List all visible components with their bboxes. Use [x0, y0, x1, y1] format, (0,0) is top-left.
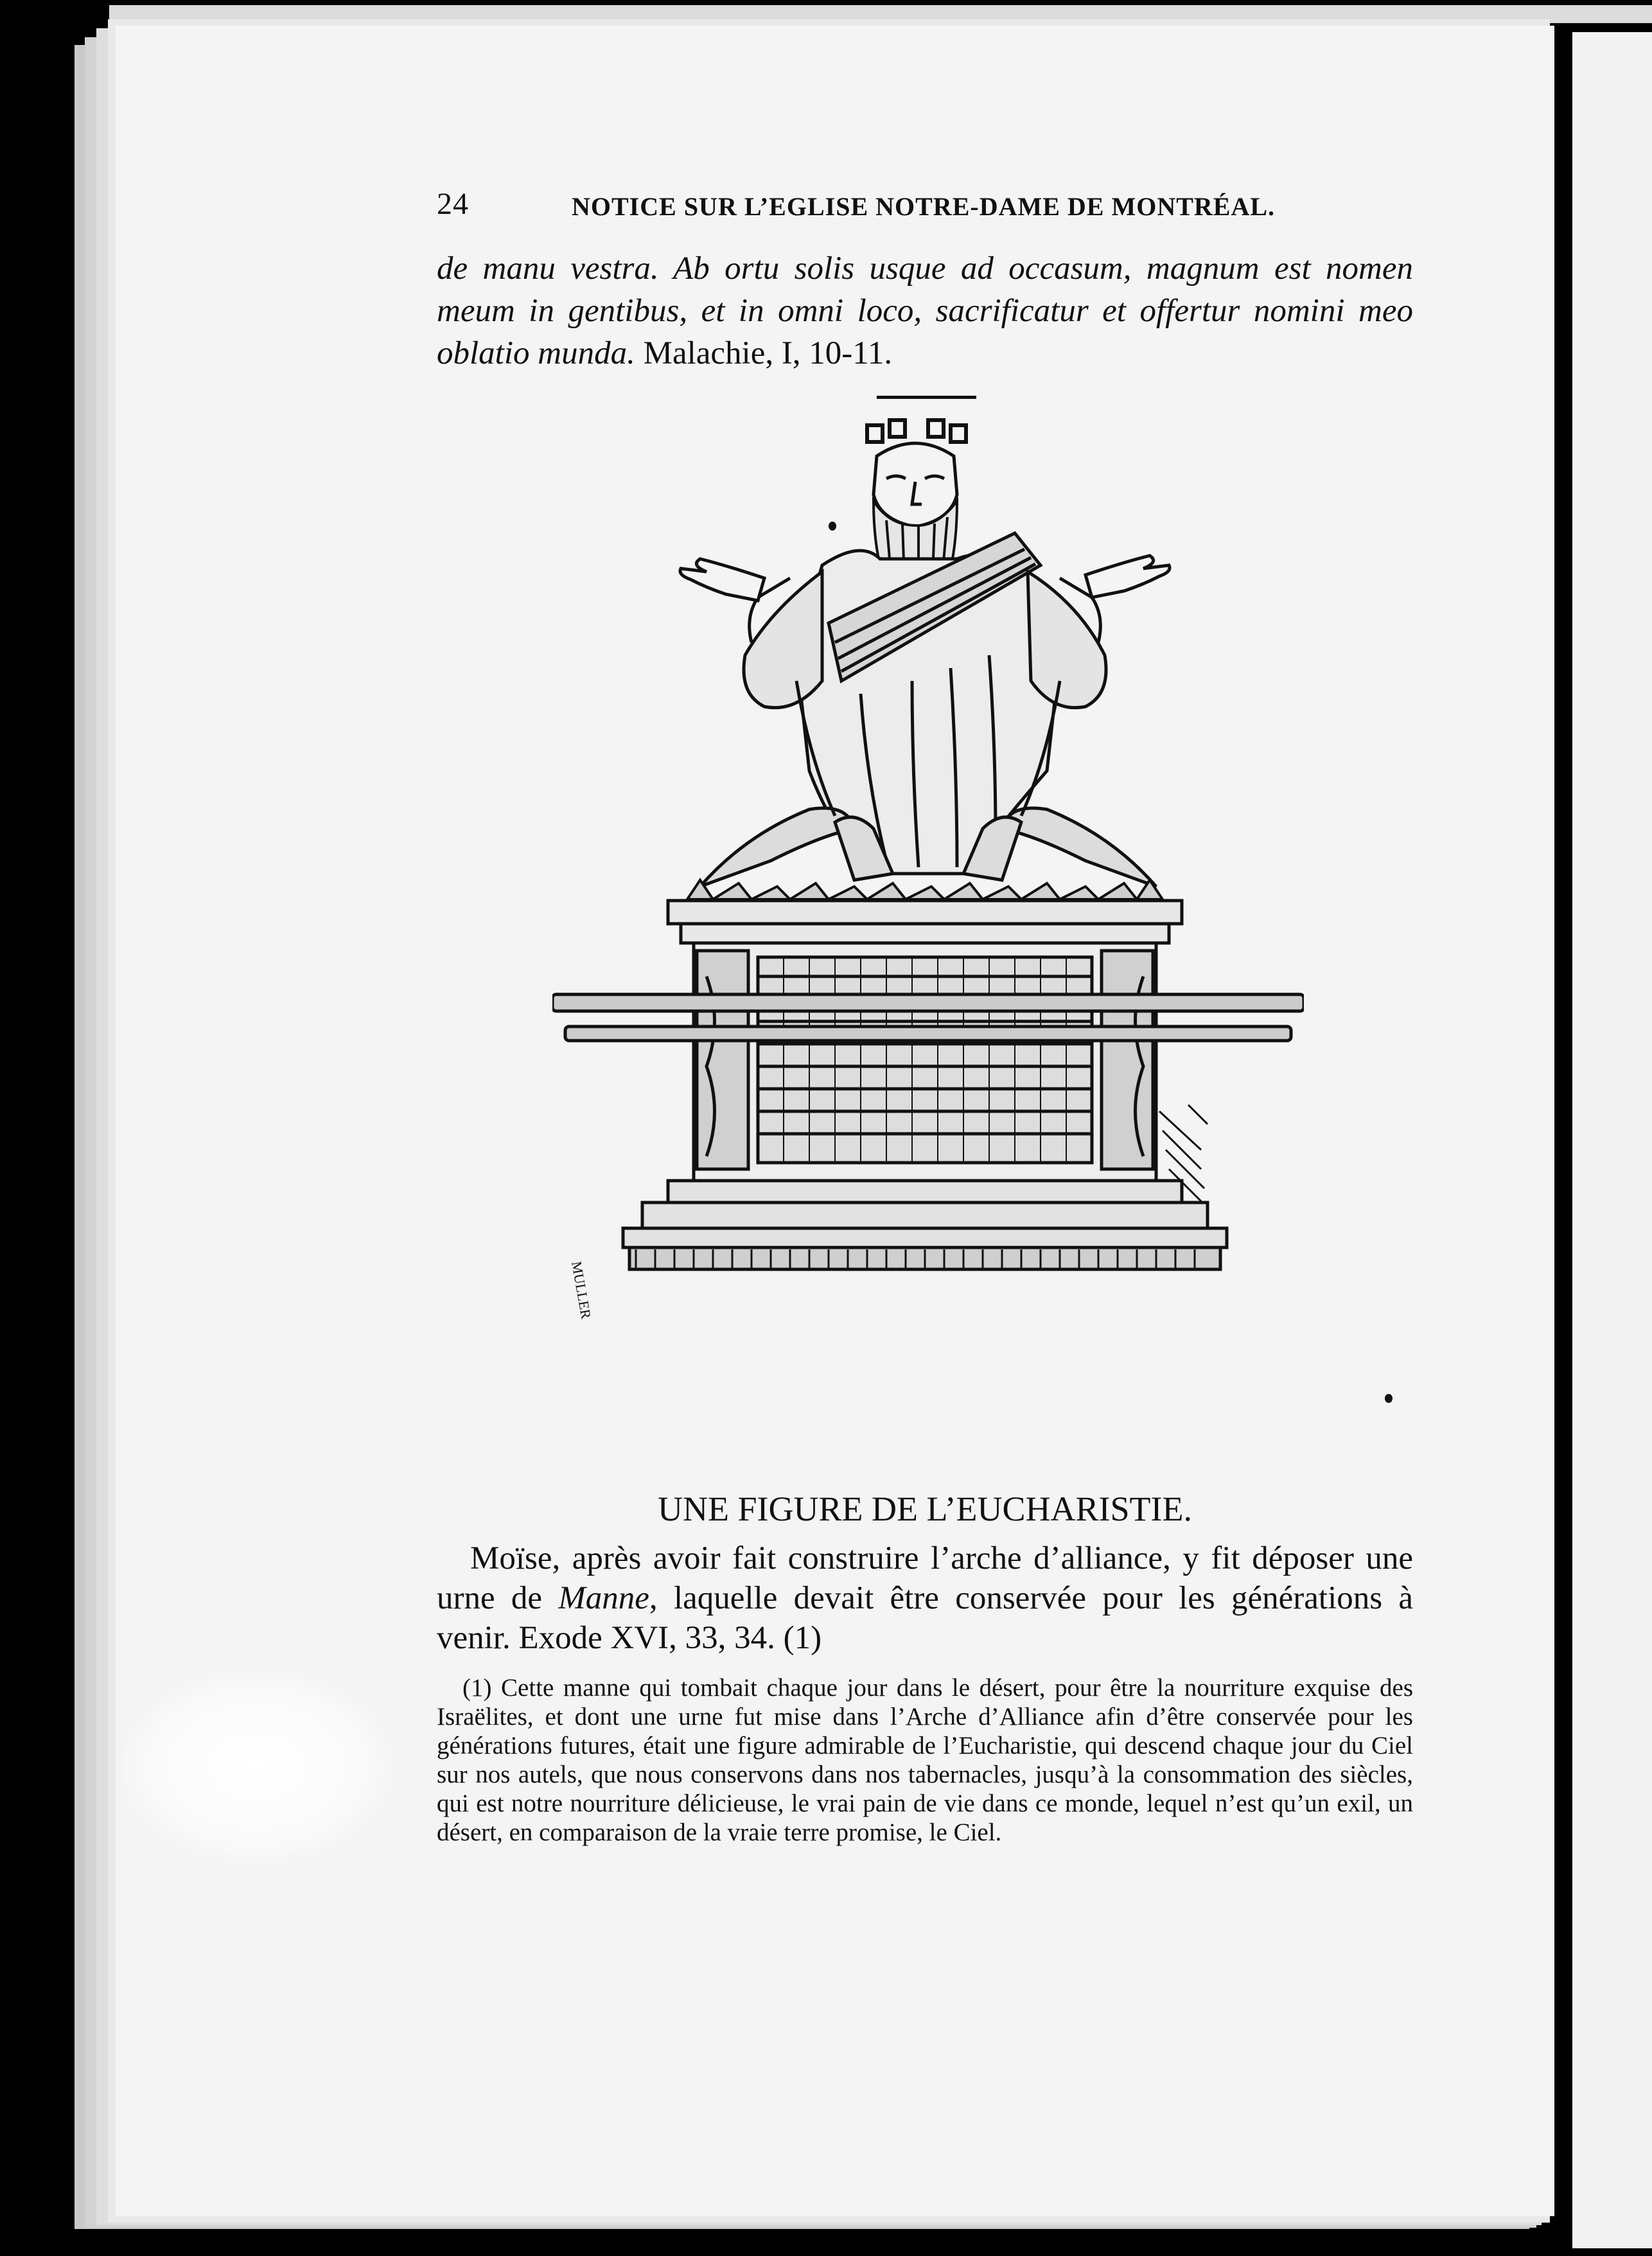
facing-page-edge: [1572, 32, 1652, 2248]
body-italic-word: Manne: [558, 1580, 649, 1616]
running-head: [437, 186, 1413, 225]
running-title: NOTICE SUR L’EGLISE NOTRE-DAME DE MONTRÉAL.: [572, 192, 1276, 221]
page-number: 24: [437, 187, 469, 221]
quote-reference: Malachie, I, 10-11.: [643, 335, 893, 371]
latin-quote: [437, 247, 1413, 375]
engraver-signature: MULLER: [568, 1260, 595, 1320]
crest: [687, 880, 1163, 899]
body-text-before: Moïse, après avoir fait construire l’arche d’alliance, y fit déposer une urne de: [437, 1540, 1413, 1616]
engraving-illustration: [552, 411, 1304, 1477]
ark-lid: [668, 901, 1182, 943]
engraving-ark-with-moses: [552, 411, 1304, 1477]
footnote: (1) Cette manne qui tombait chaque jour dans le désert, pour être la nourriture exquise des Israëlites, et dont une urne fut mise dans l’Arche d’Alliance afin d’être conservée pour les générations futures, était une figure admirable de l’Eucharistie, qui descend chaque jour du Ciel sur nos autels, que nous conservons dans nos tabernacles, jusqu’à la consommation des siècles, qui est notre nourriture délicieuse, le vrai pain de vie dans ce monde, lequel n’est qu’un exil, un désert, en comparaison de la vraie terre promise, le Ciel.: [437, 1674, 1413, 1846]
figure-caption: UNE FIGURE DE L’EUCHARISTIE.: [658, 1490, 1192, 1528]
latin-quote-text: de manu vestra. Ab ortu solis usque ad occasum, magnum est nomen meum in gentibus, et in omni loco, sacrificatur et offertur nomini meo oblatio munda.: [437, 251, 1413, 371]
specks: [1385, 1394, 1393, 1403]
section-rule: [877, 396, 976, 399]
paper-smudge: [122, 1670, 392, 1863]
crown: [867, 420, 966, 442]
specks: [829, 522, 836, 531]
body-text-after: , laquelle devait être conservée pour les générations à venir. Exode XVI, 33, 34. (1): [437, 1580, 1413, 1656]
body-paragraph: [437, 1538, 1413, 1658]
ark-base: [623, 1181, 1227, 1269]
ark-box: [694, 943, 1156, 1181]
